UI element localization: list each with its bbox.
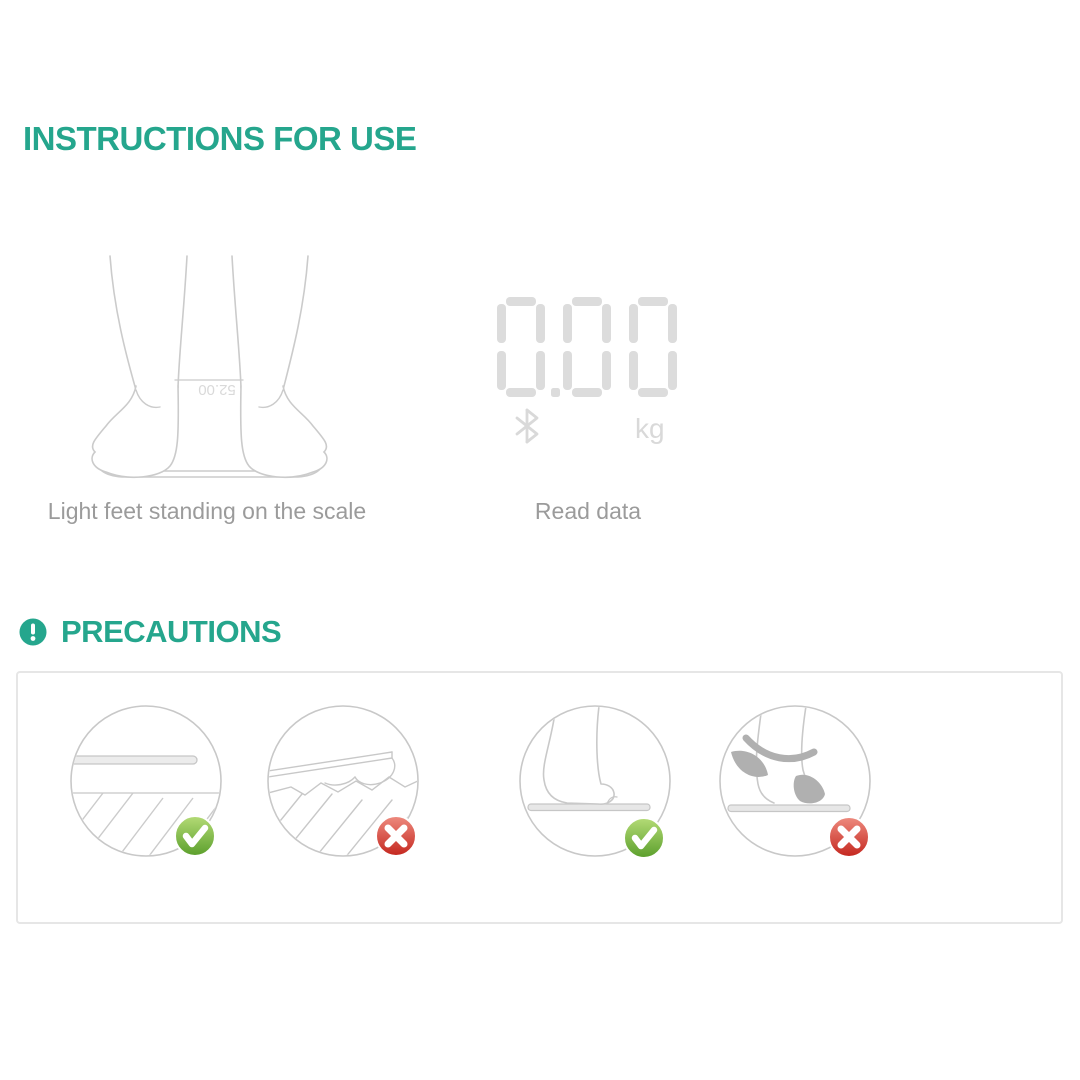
bluetooth-icon xyxy=(517,410,537,442)
check-badge-icon xyxy=(624,818,664,858)
display-digits xyxy=(497,297,677,397)
precaution-bare-foot xyxy=(510,696,680,866)
instructions-title: INSTRUCTIONS FOR USE xyxy=(23,120,417,157)
decimal-point xyxy=(551,388,560,397)
step-caption-stand: Light feet standing on the scale xyxy=(47,498,367,524)
scale-readout-text: 52.00 xyxy=(198,381,236,398)
feet-shapes xyxy=(92,386,327,477)
seven-segment-display xyxy=(497,297,677,447)
cross-badge-icon xyxy=(829,817,869,857)
feet-standing-on-scale-illustration xyxy=(80,240,360,490)
step-caption-read: Read data xyxy=(534,498,642,524)
precaution-uneven-floor xyxy=(258,696,428,866)
precaution-sock-foot xyxy=(710,696,880,866)
check-badge-icon xyxy=(175,816,215,856)
cross-badge-icon xyxy=(376,816,416,856)
exclamation-circle-icon xyxy=(18,617,48,647)
precaution-flat-floor xyxy=(61,696,231,866)
precautions-title: PRECAUTIONS xyxy=(61,614,282,649)
kg-unit-label: kg xyxy=(635,413,665,444)
